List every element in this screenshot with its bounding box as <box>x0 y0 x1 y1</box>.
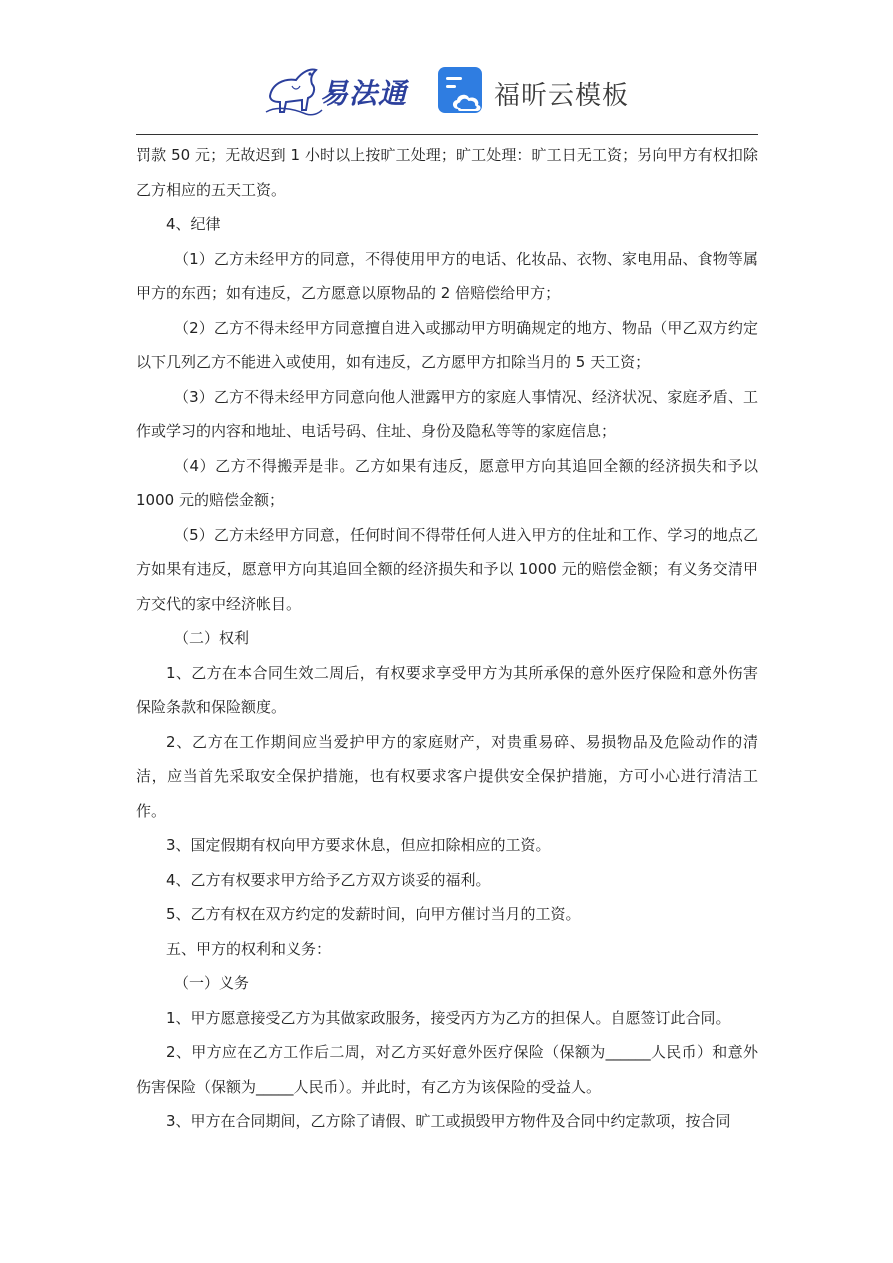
header-divider <box>136 134 758 135</box>
body-paragraph: 4、纪律 <box>166 215 221 233</box>
foxit-brand-text: 福昕云模板 <box>494 81 630 111</box>
page-header <box>0 60 893 122</box>
body-paragraph: 五、甲方的权利和义务： <box>166 939 332 958</box>
qilin-horse-icon <box>262 62 324 118</box>
body-paragraph: 2、甲方应在乙方工作后二周，对乙方买好意外医疗保险（保额为______人民币）和意外伤害保险（保额为_____人民币）。并此时，有乙方为该保险的受益人。 <box>136 1043 758 1096</box>
body-paragraph: （1）乙方未经甲方的同意，不得使用甲方的电话、化妆品、衣物、家电用品、食物等属甲方的东西；如有违反，乙方愿意以原物品的 2 倍赔偿给甲方； <box>136 249 758 302</box>
contract-body <box>136 138 758 1139</box>
body-paragraph: 2、乙方在工作期间应当爱护甲方的家庭财产，对贵重易碎、易损物品及危险动作的清洁，应当首先采取安全保护措施，也有权要求客户提供安全保护措施，方可小心进行清洁工作。 <box>136 732 758 820</box>
yifatong-brand-text: 易法通 <box>320 77 408 110</box>
body-paragraph: 4、乙方有权要求甲方给予乙方双方谈妥的福利。 <box>166 870 491 889</box>
yifatong-logo <box>262 62 412 118</box>
body-paragraph: （2）乙方不得未经甲方同意擅自进入或挪动甲方明确规定的地方、物品（甲乙双方约定以下几列乙方不能进入或使用，如有违反，乙方愿甲方扣除当月的 5 天工资； <box>136 318 758 371</box>
foxit-cloud-template-logo <box>436 65 646 117</box>
body-paragraph: （5）乙方未经甲方同意，任何时间不得带任何人进入甲方的住址和工作、学习的地点乙方如果有违反，愿意甲方向其追回全额的经济损失和予以 1000 元的赔偿金额；有义务交清甲方交代的家中经济帐目。 <box>136 525 758 613</box>
body-paragraph: 1、乙方在本合同生效二周后，有权要求享受甲方为其所承保的意外医疗保险和意外伤害保险条款和保险额度。 <box>136 663 758 716</box>
body-paragraph: （二）权利 <box>174 629 250 647</box>
body-paragraph: 1、甲方愿意接受乙方为其做家政服务，接受丙方为乙方的担保人。自愿签订此合同。 <box>166 1008 731 1027</box>
body-paragraph: 3、国定假期有权向甲方要求休息，但应扣除相应的工资。 <box>166 836 551 854</box>
body-paragraph: 5、乙方有权在双方约定的发薪时间，向甲方催讨当月的工资。 <box>166 905 581 923</box>
body-paragraph: 罚款 50 元；无故迟到 1 小时以上按旷工处理；旷工处理：旷工日无工资；另向甲方有权扣除乙方相应的五天工资。 <box>136 146 758 199</box>
body-paragraph: 3、甲方在合同期间，乙方除了请假、旷工或损毁甲方物件及合同中约定款项，按合同 <box>166 1112 731 1130</box>
cloud-document-icon <box>436 65 486 117</box>
body-paragraph: （一）义务 <box>174 974 250 992</box>
body-paragraph: （4）乙方不得搬弄是非。乙方如果有违反，愿意甲方向其追回全额的经济损失和予以 1000 元的赔偿金额； <box>136 456 758 509</box>
body-paragraph: （3）乙方不得未经甲方同意向他人泄露甲方的家庭人事情况、经济状况、家庭矛盾、工作或学习的内容和地址、电话号码、住址、身份及隐私等等的家庭信息； <box>136 387 758 440</box>
